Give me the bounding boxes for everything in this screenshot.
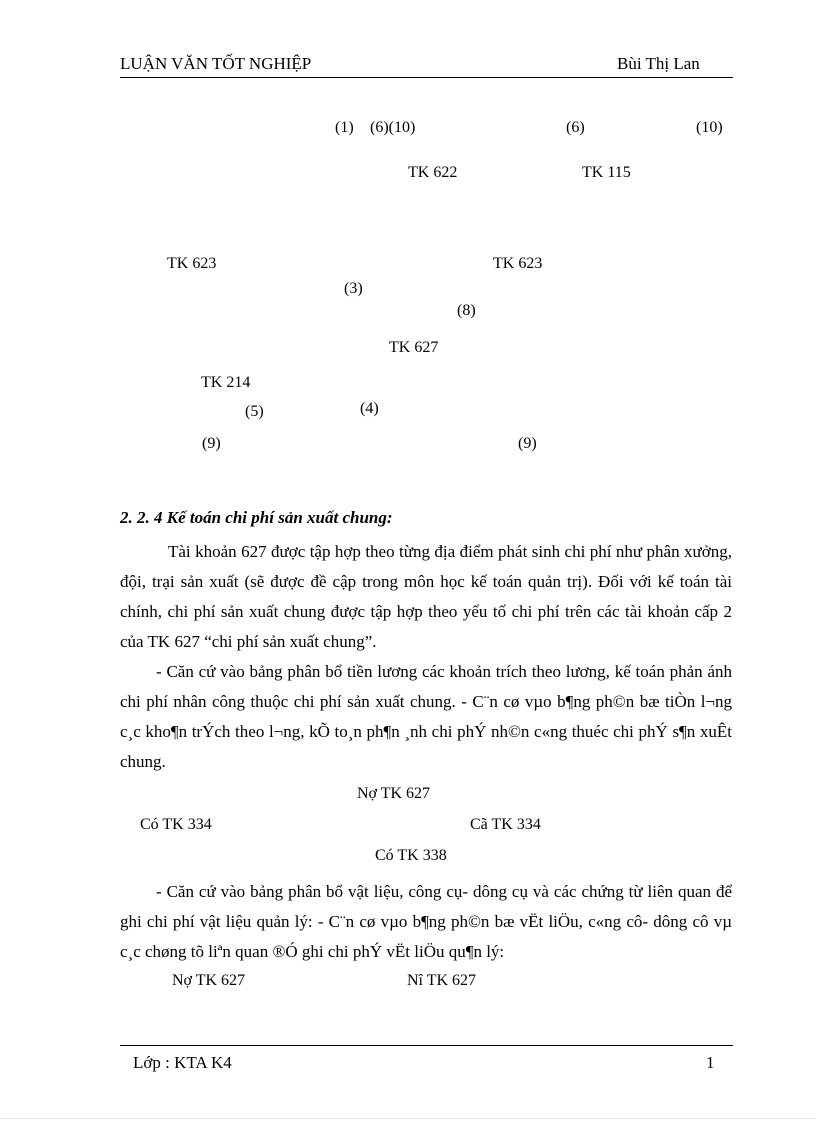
section-heading: 2. 2. 4 Kế toán chi phí sản xuất chung: [120,508,393,527]
page-number: 1 [706,1053,715,1072]
diagram-label: (6) [566,119,585,136]
journal-debit: Nợ TK 627 [172,972,246,989]
journal-debit: Nî TK 627 [407,972,477,989]
account-label: TK 623 [493,255,543,272]
header-rule [120,77,733,78]
account-label: TK 115 [582,164,631,181]
paragraph-text: Tài khoản 627 được tập hợp theo từng địa điểm phát sinh chi phí như phân xưởng, đội, trại sản xuất (sẽ được đề cập trong môn học kế toán quản trị). Đối với kế toán tài chính, chi phí sản xuất chung được tập hợp theo yếu tố chi phí trên các tài khoản cấp 2 của TK 627 “chi phí sản xuất chung”. [120,542,732,651]
account-label: TK 214 [201,374,251,391]
diagram-label: (5) [245,403,264,420]
paragraph [120,877,732,967]
diagram-label: (6)(10) [370,119,416,136]
journal-credit: Cã TK 334 [470,816,541,833]
account-label: TK 622 [408,164,458,181]
diagram-label: (10) [696,119,723,136]
paragraph-text: - Căn cứ vào bảng phân bổ tiền lương các khoản trích theo lương, kế toán phản ánh chi phí nhân công thuộc chi phí sản xuất chung. - C¨n cø vµo b¶ng ph©n bæ tiÒn l¬ng c¸c kho¶n trÝch theo l¬ng, kÕ to¸n ph¶n ¸nh chi phÝ nh©n c«ng thuéc chi phÝ s¶n xuÊt chung. [120,662,732,771]
journal-debit: Nợ TK 627 [357,785,431,802]
paragraph [120,537,732,657]
header-title: LUẬN VĂN TỐT NGHIỆP [120,54,312,73]
diagram-label: (8) [457,302,476,319]
diagram-label: (3) [344,280,363,297]
account-label: TK 623 [167,255,217,272]
paragraph-text: - Căn cứ vào bảng phân bổ vật liệu, công cụ- dông cụ và các chứng từ liên quan để ghi chi phí vật liệu quản lý: - C¨n cø vµo b¶ng ph©n bæ vËt liÖu, c«ng cô- dông cô vµ c¸c chøng tõ liªn quan ®Ó ghi chi phÝ vËt liÖu qu¶n lý: [120,882,732,961]
diagram-label: (4) [360,400,379,417]
paragraph [120,657,732,777]
page-edge [0,1118,816,1119]
footer-class: Lớp : KTA K4 [133,1053,232,1072]
header-author: Bùi Thị Lan [617,54,700,73]
footer-rule [120,1045,733,1046]
account-label: TK 627 [389,339,439,356]
journal-credit: Có TK 334 [140,816,212,833]
diagram-label: (9) [518,435,537,452]
diagram-label: (1) [335,119,354,136]
journal-credit: Có TK 338 [375,847,447,864]
diagram-label: (9) [202,435,221,452]
